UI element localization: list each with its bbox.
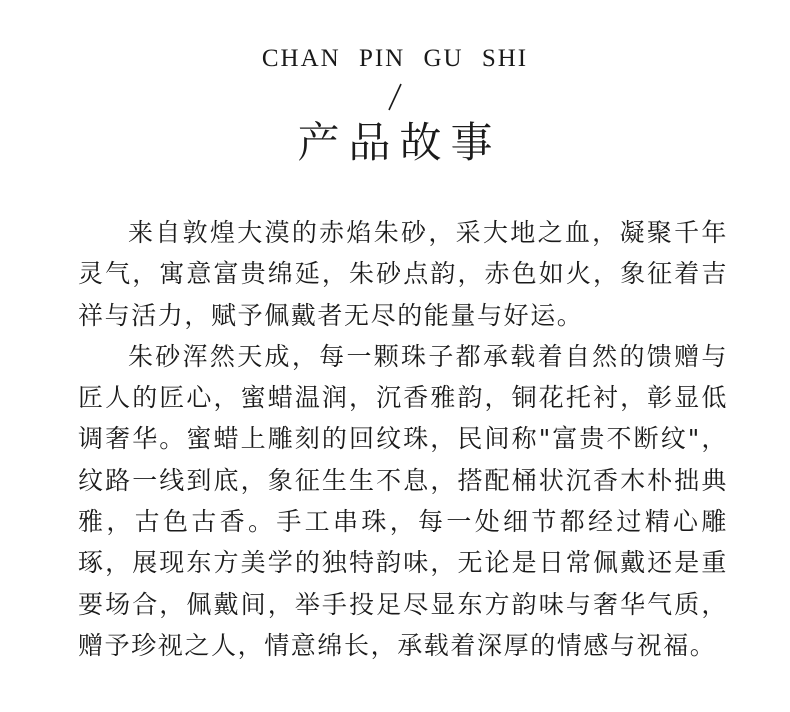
slash-divider-icon: [380, 82, 410, 112]
story-paragraph: 来自敦煌大漠的赤焰朱砂，采大地之血，凝聚千年灵气，寓意富贵绵延，朱砂点韵，赤色如火，象征着吉祥与活力，赋予佩戴者无尽的能量与好运。: [78, 218, 728, 330]
pinyin-heading: CHAN PIN GU SHI: [261, 45, 529, 72]
section-header: [0, 44, 790, 168]
story-paragraph: 朱砂浑然天成，每一颗珠子都承载着自然的馈赠与匠人的匠心，蜜蜡温润，沉香雅韵，铜花托衬，彰显低调奢华。蜜蜡上雕刻的回纹珠，民间称"富贵不断纹"，纹路一线到底，象征生生不息，搭配桶状沉香木朴拙典雅，古色古香。手工串珠，每一处细节都经过精心雕琢，展现东方美学的独特韵味，无论是日常佩戴还是重要场合，佩戴间，举手投足尽显东方韵味与奢华气质，赠予珍视之人，情意绵长，承载着深厚的情感与祝福。: [78, 341, 728, 660]
page-title: 产品故事: [297, 118, 502, 167]
story-body: [78, 212, 728, 666]
